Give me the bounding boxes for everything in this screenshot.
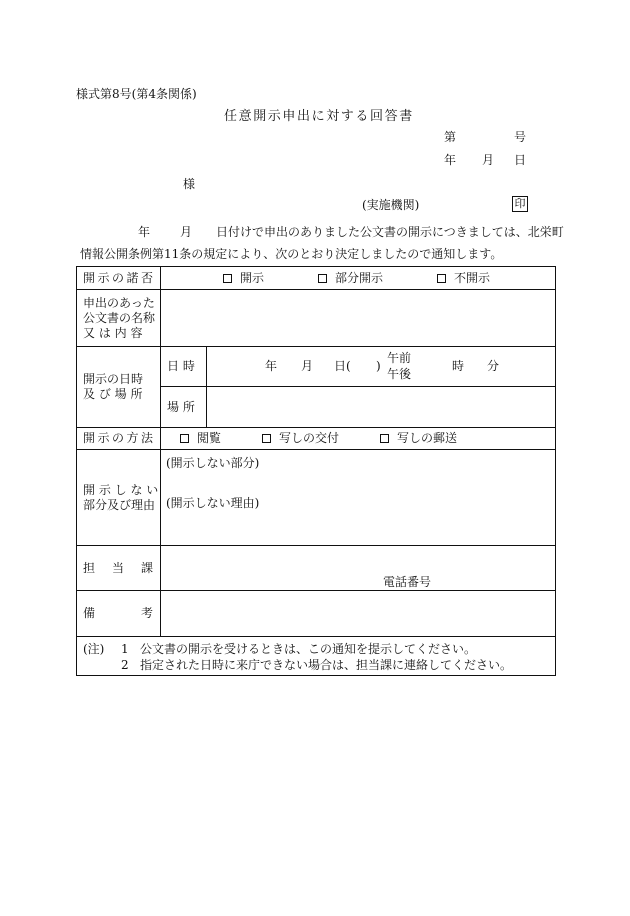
decision-option-nondisclose[interactable]: 不開示 [437, 271, 490, 286]
issue-date-day: 日 [514, 153, 527, 167]
datetime-year: 年 [265, 359, 278, 373]
checkbox-icon[interactable] [318, 274, 327, 283]
method-label: 開 示 の 方 法 [83, 431, 153, 445]
note-2-number: 2 [121, 658, 129, 672]
method-option-copy[interactable]: 写しの交付 [262, 431, 339, 446]
datetime-am: 午前 [387, 351, 412, 365]
decision-option-disclose[interactable]: 開示 [223, 271, 264, 286]
document-title: 任意開示申出に対する回答書 [224, 109, 414, 124]
document-name-field[interactable] [161, 290, 554, 346]
issue-date-month: 月 [482, 153, 495, 167]
note-1-number: 1 [121, 642, 129, 656]
datetime-pm: 午後 [387, 367, 412, 381]
intro-paragraph [80, 221, 564, 265]
checkbox-icon[interactable] [380, 434, 389, 443]
decision-option-partial[interactable]: 部分開示 [318, 271, 383, 286]
method-option-view[interactable]: 閲覧 [180, 431, 221, 446]
datetime-label: 日 時 [167, 359, 195, 373]
checkbox-icon[interactable] [223, 274, 232, 283]
agency-label: (実施機関) [362, 198, 420, 212]
decision-label: 開 示 の 諾 否 [83, 271, 153, 285]
datetime-place-label: 開示の日時 及 び 場 所 [83, 372, 144, 401]
intro-month: 月 [180, 225, 193, 239]
number-label-prefix: 第 [444, 130, 457, 144]
intro-year: 年 [138, 225, 151, 239]
seal-mark: 印 [512, 196, 528, 212]
number-label-suffix: 号 [514, 130, 527, 144]
datetime-minute: 分 [487, 359, 500, 373]
method-option-mail[interactable]: 写しの郵送 [380, 431, 457, 446]
note-2-text: 指定された日時に来庁できない場合は、担当課に連絡してください。 [140, 658, 513, 672]
notes-prefix: (注) [83, 642, 105, 656]
datetime-day: 日( [334, 359, 351, 373]
place-label: 場 所 [167, 400, 195, 414]
remarks-label: 備 考 [83, 606, 153, 620]
non-disclosure-part-label: (開示しない部分) [166, 456, 260, 470]
remarks-field[interactable] [161, 591, 554, 636]
checkbox-icon[interactable] [262, 434, 271, 443]
checkbox-icon[interactable] [180, 434, 189, 443]
place-field[interactable] [207, 387, 554, 427]
recipient-suffix: 様 [183, 177, 196, 191]
form-number: 様式第8号(第4条関係) [76, 87, 197, 101]
intro-line2: 情報公開条例第11条の規定により、次のとおり決定しましたので通知します。 [80, 247, 503, 261]
datetime-hour: 時 [452, 359, 465, 373]
non-disclosure-label: 開 示 し な い 部分及び理由 [83, 483, 159, 512]
checkbox-icon[interactable] [437, 274, 446, 283]
datetime-month: 月 [301, 359, 314, 373]
response-form-table [76, 266, 556, 676]
issue-date-year: 年 [444, 153, 457, 167]
phone-label: 電話番号 [383, 575, 432, 589]
document-label: 申出のあった 公文書の名称 又 は 内 容 [83, 296, 156, 340]
note-1-text: 公文書の開示を受けるときは、この通知を提示してください。 [140, 642, 477, 656]
datetime-day-close: ) [376, 359, 381, 373]
department-label: 担 当 課 [83, 561, 153, 575]
non-disclosure-reason-label: (開示しない理由) [166, 496, 260, 510]
intro-line1: 日付けで申出のありました公文書の開示につきましては、北栄町 [216, 225, 564, 239]
